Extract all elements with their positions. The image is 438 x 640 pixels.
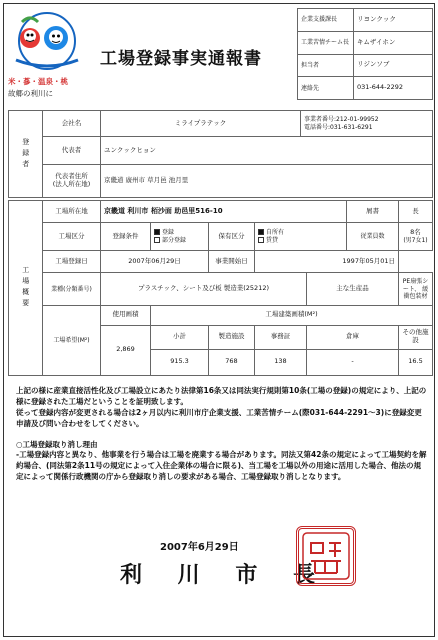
employees-detail: (男7女1) [403,236,428,244]
certify-paragraph: 上記の様に産業直接活性化及び工場設立にあたり法律第16条又は同法実行規則第10条(工場の登録)の規定により、上記の様に登録された工場だということを証明致します。 [16,386,427,406]
document-title: 工場登録事実通報書 [100,49,262,69]
buildings-value: 長 [399,201,433,223]
approval-name: 031-644-2292 [354,77,433,100]
registrant-section-label [9,111,43,198]
industry-value: プラスチック、シート及び板 製造業(25212) [101,273,307,306]
regcond-option: 登録 [162,229,175,237]
logo-tagline: 故郷の利川に [8,89,53,98]
tel-label: 電話番号 [304,123,329,131]
area-col-header: その他施設 [399,325,433,349]
site-label: 使用画積 [101,306,151,326]
issue-date: 2007年6月29日 [160,542,239,553]
area-col-header: 製造施設 [209,325,255,349]
seal-stamp-icon [301,531,351,581]
area-col-header: 倉庫 [307,325,399,349]
regdate-value: 2007年06月29日 [101,251,209,273]
company-label: 会社名 [43,111,101,137]
area-col-value: 16.5 [399,349,433,375]
industry-label: 業種(分類番号) [43,273,101,306]
logo-slogan: 米・蔘・温泉・桃 [8,77,68,86]
location-value: 京畿道 利川市 栢沙面 助邑里516-10 [101,201,347,223]
approval-table [297,8,433,100]
addr-label [43,165,101,198]
rep-label: 代表者 [43,137,101,165]
employees-value: 8名 [410,228,421,237]
addr-label-line2: (法人所在地) [52,180,91,189]
mascot-icon [8,8,86,72]
factory-table [8,200,433,376]
approval-name: キムザイホン [354,31,433,54]
notice-paragraph: 従って登録内容が変更される場合は2ヶ月以内に利川市庁企業支援、工業苦情チーム(際031-644-2291～3)に登録変更申請及び問い合わせをしてください。 [16,407,422,428]
product-label: 主な生産品 [307,273,399,306]
buildings-label: 屑書 [347,201,399,223]
approval-role: 連絡先 [298,77,354,100]
cancel-text: -工場登録内容と異なり、他事業を行う場合は工場を廃業する場合があります。同法又第42条の規定によって工場契約を解約場合、(同法第2条11号の規定によって入住企業体の場合に限る)、当工場を工場以外の用途に活用した場合、他法の規定によって関係行政機関の庁から登録取り消しの要求がある場合、工場登録取り消しとなります。 [16,450,427,482]
body-text [16,386,428,483]
approval-name: リヨンクック [354,9,433,32]
startdate-value: 1997年05月01日 [255,251,399,273]
area-col-value: 138 [255,349,307,375]
registrant-section-text: 登録者 [21,137,30,171]
bizno-label: 事業者番号 [304,116,335,124]
factory-section-label [9,201,43,376]
own-option: 自所有 [266,229,285,237]
regdate-label: 工場登録日 [43,251,101,273]
issuer-name: 利 川 市 長 [120,563,329,588]
building-area-label: 工場建築画積(M²) [151,306,433,326]
registrant-table [8,110,433,198]
regcond-option: 部分登録 [162,236,187,244]
own-options [255,222,347,250]
cancel-title: ○工場登録取り消し理由 [16,439,98,449]
area-col-header: 事務証 [255,325,307,349]
regcond-label: 登録条件 [101,222,151,250]
approval-name: リジンソブ [354,54,433,77]
area-col-value: - [307,349,399,375]
own-label: 保有区分 [209,222,255,250]
area-col-header: 小計 [151,325,209,349]
approval-role: 担当者 [298,54,354,77]
factory-section-text: 工場概要 [21,266,30,310]
area-label: 工場希望(M²) [43,306,101,376]
area-col-value: 768 [209,349,255,375]
regcond-options [151,222,209,250]
checkbox-empty-icon [154,237,160,243]
tel-value: 031-631-6291 [330,123,373,131]
location-label: 工場所在地 [43,201,101,223]
approval-role: 企業支援課長 [298,9,354,32]
product-value: PE扇張シート、 緩衝包装材 [399,273,433,306]
employees-label: 従業員数 [347,222,399,250]
bizno-value: 212-01-99952 [336,116,379,124]
own-option: 賃貸 [266,236,279,244]
employees-cell [399,222,433,250]
area-col-value: 915.3 [151,349,209,375]
startdate-label: 事業開始日 [209,251,255,273]
city-logo [8,8,86,98]
addr-label-line1: 代表者住所 [55,172,88,181]
addr-value: 京畿道 廣州市 草月邑 池月里 [101,165,433,198]
class-label: 工場区分 [43,222,101,250]
site-area-value: 2,869 [101,325,151,375]
bizno-cell: 事業者番号:212-01-99952 電話番号:031-631-6291 [301,111,433,137]
official-seal [296,526,356,586]
checkbox-checked-icon [154,229,160,235]
checkbox-empty-icon [258,237,264,243]
approval-role: 工業苦情チーム長 [298,31,354,54]
checkbox-checked-icon [258,229,264,235]
rep-value: ユンクックヒョン [101,137,433,165]
company-value: ミライプラテック [101,111,301,137]
